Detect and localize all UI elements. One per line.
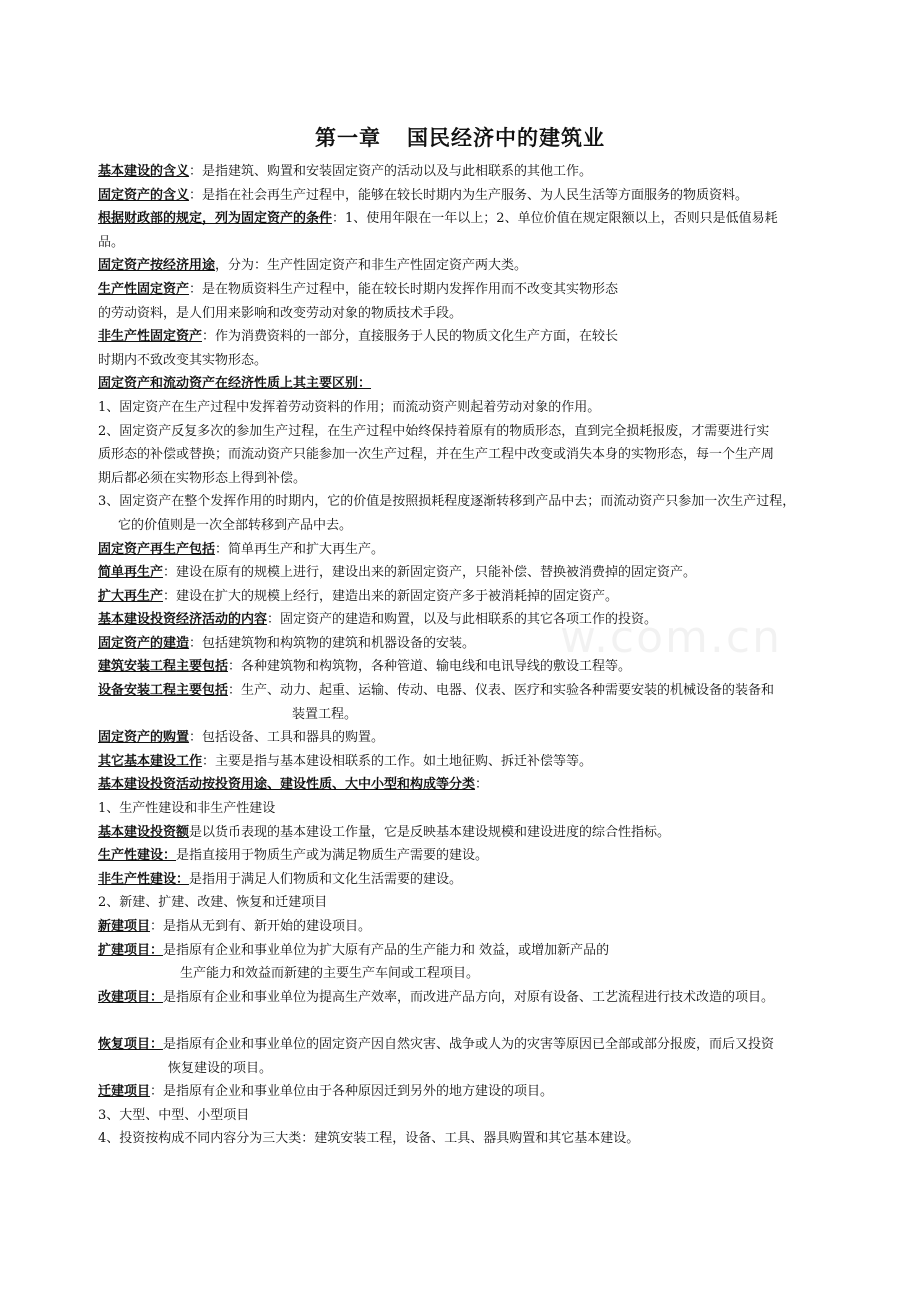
chapter-number: 第一章 (315, 126, 381, 150)
definition-continuation: 时期内不致改变其实物形态。 (98, 352, 268, 368)
definition-term: 基本建设投资经济活动的内容 (98, 612, 268, 628)
definition-term: 根据财政部的规定，列为固定资产的条件 (98, 211, 333, 227)
definition-line: 设备安装工程主要包括：生产、动力、起重、运输、传动、电器、仪表、医疗和实验各种需要安装的机械设备的装备和 (98, 683, 775, 699)
definition-term: 新建项目 (98, 919, 151, 934)
definition-text: 各种建筑物和构筑物，各种管道、输电线和电讯导线的敷设工程等。 (241, 659, 632, 675)
numbered-item: 2、新建、扩建、改建、恢复和迁建项目 (98, 895, 328, 911)
definition-text: 固定资产的建造和购置，以及与此相联系的其它各项工作的投资。 (280, 612, 658, 628)
definition-line (98, 821, 824, 845)
numbered-item: 3、固定资产在整个发挥作用的时期内，它的价值是按照损耗程度逐渐转移到产品中去；而流动资产只参加一次生产过程， (98, 494, 796, 510)
definition-line (98, 844, 824, 868)
numbered-item: 3、大型、中型、小型项目 (98, 1107, 250, 1123)
definition-text: 是在物质资料生产过程中，能在较长时期内发挥作用而不改变其实物形态 (202, 281, 619, 297)
definition-line: 生产性固定资产：是在物质资料生产过程中，能在较长时期内发挥作用而不改变其实物形态 (98, 281, 619, 297)
numbered-item: 4、投资按构成不同内容分为三大类：建筑安装工程，设备、工具、器具购置和其它基本建设。 (98, 1131, 640, 1147)
definition-term: 固定资产和流动资产在经济性质上其主要区别： (98, 376, 372, 392)
definition-line: 建筑安装工程主要包括：各种建筑物和构筑物，各种管道、输电线和电讯导线的敷设工程等。 (98, 659, 632, 675)
definition-line: 扩大再生产：建设在扩大的规模上经行，建造出来的新固定资产多于被消耗掉的固定资产。 (98, 588, 619, 604)
definition-term: 基本建设投资额 (98, 824, 190, 840)
definition-text: 作为消费资料的一部分，直接服务于人民的物质文化生产方面，在较长 (215, 329, 619, 345)
definition-line (98, 868, 824, 892)
definition-continuation: 装置工程。 (292, 706, 358, 722)
definition-term: 改建项目： (98, 989, 164, 1005)
definition-line: 新建项目：是指从无到有、新开始的建设项目。 (98, 919, 372, 934)
definition-line (98, 1033, 824, 1057)
definition-term: 固定资产再生产包括 (98, 541, 216, 557)
definition-line: 非生产性固定资产：作为消费资料的一部分，直接服务于人民的物质文化生产方面，在较长 (98, 329, 619, 345)
numbered-item: 1、固定资产在生产过程中发挥着劳动资料的作用；而流动资产则起着劳动对象的作用。 (98, 399, 601, 415)
chapter-name: 国民经济中的建筑业 (407, 126, 605, 150)
definition-term: 非生产性建设： (98, 871, 190, 887)
definition-term: 建筑安装工程主要包括 (98, 659, 229, 675)
definition-text: 1、使用年限在一年以上；2、单位价值在规定限额以上，否则只是低值易耗 (345, 211, 778, 227)
numbered-item-continuation: 它的价值则是一次全部转移到产品中去。 (118, 517, 353, 533)
definition-text: 是以货币表现的基本建设工作量，它是反映基本建设规模和建设进度的综合性指标。 (189, 824, 671, 840)
definition-continuation: 生产能力和效益而新建的主要生产车间或工程项目。 (180, 966, 480, 982)
definition-line: 根据财政部的规定，列为固定资产的条件：1、使用年限在一年以上；2、单位价值在规定限额以上，否则只是低值易耗 (98, 211, 778, 227)
definition-line: 固定资产的建造：包括建筑物和构筑物的建筑和机器设备的安装。 (98, 635, 476, 651)
definition-text: 是指建筑、购置和安装固定资产的活动以及与此相联系的其他工作。 (202, 164, 593, 179)
definition-text: 是指直接用于物质生产或为满足物质生产需要的建设。 (176, 848, 489, 864)
definition-term: 生产性建设： (98, 848, 177, 864)
chapter-title (0, 122, 920, 152)
definition-term: 迁建项目 (98, 1084, 151, 1100)
definition-text: 分为：生产性固定资产和非生产性固定资产两大类。 (228, 258, 528, 274)
definition-text: 包括建筑物和构筑物的建筑和机器设备的安装。 (202, 635, 476, 651)
definition-term: 固定资产的购置 (98, 730, 190, 746)
definition-line: 迁建项目：是指原有企业和事业单位由于各种原因迁到另外的地方建设的项目。 (98, 1084, 554, 1100)
definition-continuation: 的劳动资料，是人们用来影响和改变劳动对象的物质技术手段。 (98, 305, 463, 321)
numbered-item: 2、固定资产反复多次的参加生产过程，在生产过程中始终保持着原有的物质形态，直到完全损耗报废，才需要进行实 (98, 423, 770, 439)
definition-text: 生产、动力、起重、运输、传动、电器、仪表、医疗和实验各种需要安装的机械设备的装备和 (241, 683, 775, 699)
definition-text: 是指原有企业和事业单位由于各种原因迁到另外的地方建设的项目。 (163, 1084, 554, 1100)
numbered-item-continuation: 期后都必须在实物形态上得到补偿。 (98, 470, 307, 486)
definition-term: 固定资产的建造 (98, 635, 190, 651)
section-heading (98, 372, 824, 396)
definition-line: 简单再生产：建设在原有的规模上进行，建设出来的新固定资产，只能补偿、替换被消费掉的固定资产。 (98, 565, 697, 581)
definition-text: 简单再生产和扩大再生产。 (228, 541, 385, 557)
definition-term: 其它基本建设工作 (98, 753, 203, 769)
watermark: w.com.cn (560, 612, 782, 663)
definition-term: 恢复项目： (98, 1036, 164, 1052)
definition-term: 生产性固定资产 (98, 281, 190, 297)
definition-term: 非生产性固定资产 (98, 329, 203, 345)
numbered-item: 1、生产性建设和非生产性建设 (98, 801, 276, 817)
definition-text: 是指用于满足人们物质和文化生活需要的建设。 (189, 871, 463, 887)
definition-continuation: 恢复建设的项目。 (168, 1060, 273, 1076)
section-heading: 基本建设投资活动按投资用途、建设性质、大中小型和构成等分类： (98, 777, 489, 793)
definition-term: 基本建设投资活动按投资用途、建设性质、大中小型和构成等分类 (98, 777, 476, 793)
definition-line: 固定资产再生产包括：简单再生产和扩大再生产。 (98, 541, 385, 557)
definition-term: 固定资产按经济用途 (98, 258, 216, 274)
definition-text: 包括设备、工具和器具的购置。 (202, 730, 385, 746)
definition-term: 简单再生产 (98, 565, 164, 581)
definition-text: 是指从无到有、新开始的建设项目。 (163, 919, 372, 934)
definition-text: 是指在社会再生产过程中，能够在较长时期内为生产服务、为人民生活等方面服务的物质资料。 (202, 187, 749, 203)
definition-line: 基本建设投资经济活动的内容：固定资产的建造和购置，以及与此相联系的其它各项工作的投资。 (98, 612, 658, 628)
definition-text: 主要是指与基本建设相联系的工作。如土地征购、拆迁补偿等等。 (215, 753, 593, 769)
definition-line: 固定资产的含义：是指在社会再生产过程中，能够在较长时期内为生产服务、为人民生活等方面服务的物质资料。 (98, 187, 749, 203)
definition-text: 建设在扩大的规模上经行，建造出来的新固定资产多于被消耗掉的固定资产。 (176, 588, 619, 604)
definition-line: 基本建设的含义：是指建筑、购置和安装固定资产的活动以及与此相联系的其他工作。 (98, 164, 593, 179)
document-body (98, 160, 824, 1151)
definition-text: 是指原有企业和事业单位为提高生产效率，而改进产品方向，对原有设备、工艺流程进行技术改造的项目。 (163, 989, 775, 1005)
definition-line: 固定资产的购置：包括设备、工具和器具的购置。 (98, 730, 385, 746)
definition-continuation: 品。 (98, 234, 125, 250)
definition-text: 是指原有企业和事业单位为扩大原有产品的生产能力和 效益，或增加新产品的 (163, 942, 610, 958)
definition-term: 设备安装工程主要包括 (98, 683, 229, 699)
definition-term: 扩大再生产 (98, 588, 164, 604)
definition-term: 固定资产的含义 (98, 187, 190, 203)
numbered-item-continuation: 质形态的补偿或替换；而流动资产只能参加一次生产过程，并在生产工程中改变或消失本身的实物形态，每一个生产周 (98, 447, 775, 463)
definition-line (98, 986, 824, 1010)
definition-text: 是指原有企业和事业单位的固定资产因自然灾害、战争或人为的灾害等原因已全部或部分报废，而后又投资 (163, 1036, 775, 1052)
definition-term: 基本建设的含义 (98, 164, 190, 179)
definition-line (98, 939, 824, 963)
definition-text: 建设在原有的规模上进行，建设出来的新固定资产，只能补偿、替换被消费掉的固定资产。 (176, 565, 697, 581)
definition-line: 其它基本建设工作：主要是指与基本建设相联系的工作。如土地征购、拆迁补偿等等。 (98, 753, 593, 769)
definition-term: 扩建项目： (98, 942, 164, 958)
definition-line: 固定资产按经济用途，分为：生产性固定资产和非生产性固定资产两大类。 (98, 258, 528, 274)
